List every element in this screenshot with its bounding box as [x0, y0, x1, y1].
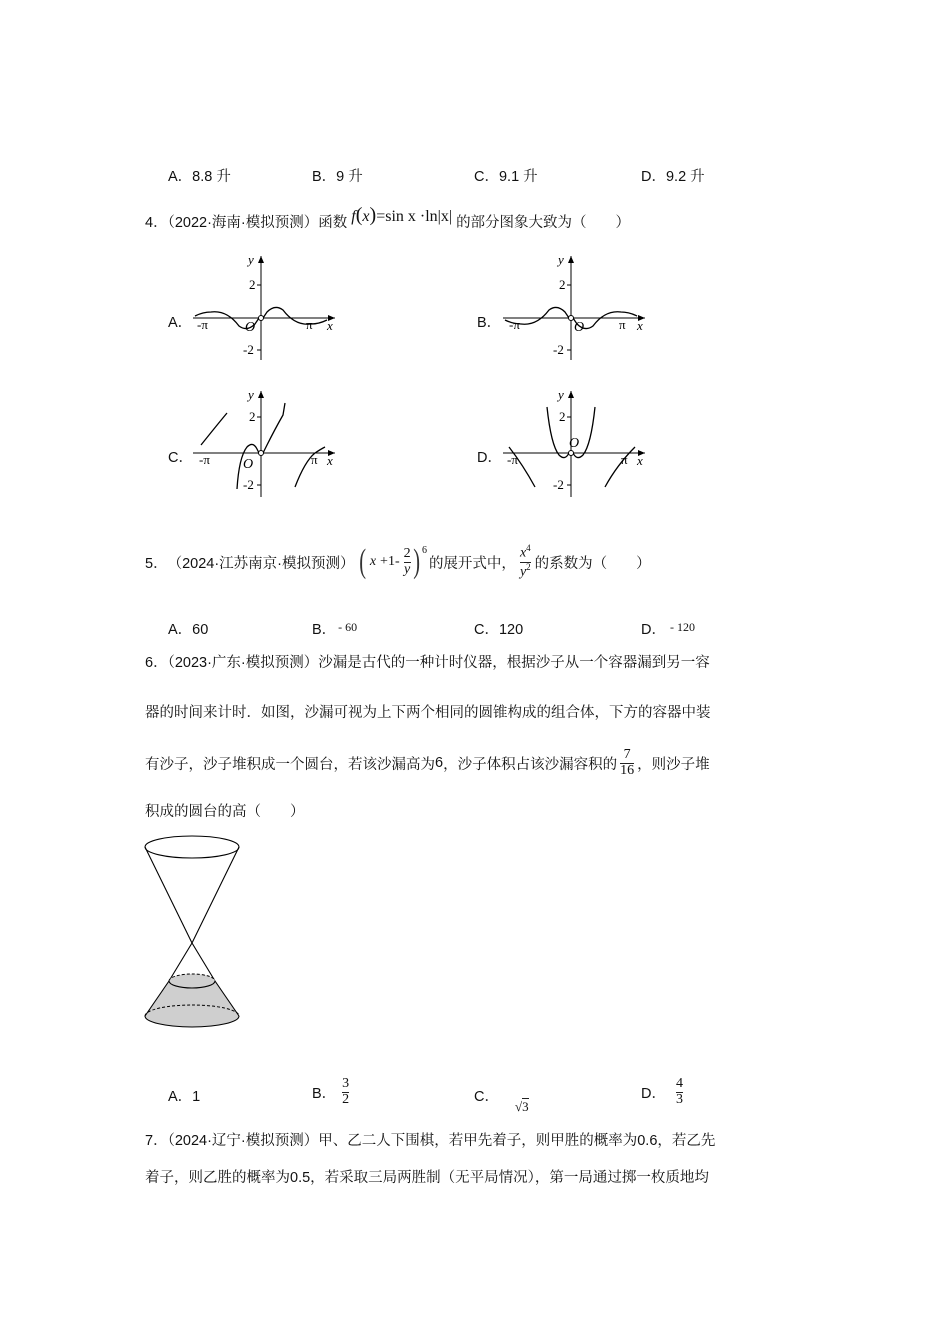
tick-two: 2	[559, 409, 566, 424]
q4-option-d-label: D．	[477, 450, 502, 466]
graph-a	[185, 250, 345, 365]
q4-option-b-label: B．	[477, 315, 502, 331]
q5-stem: 5． （2024·江苏南京·模拟预测） ( x +1- $\frac{2}{y}$ ) 6 的展开式中， $\frac{x^4}{y^2}$ 的系数为（ ）	[145, 543, 651, 580]
question-number: 7．	[145, 1133, 168, 1149]
tick-pi: π	[311, 452, 318, 467]
x-label: x	[637, 318, 643, 333]
sqrt-expression: √3	[515, 1099, 529, 1114]
q6-option-c: C． √3	[474, 1089, 529, 1114]
y-label: y	[558, 252, 564, 267]
question-source: （2024·江苏南京·模拟预测）	[167, 555, 355, 572]
y-label: y	[248, 387, 254, 402]
origin-label: O	[245, 320, 256, 335]
q5-option-b: B． $^{- 60}$	[312, 620, 358, 638]
q3-option-d: D．9.2 升	[641, 169, 705, 185]
tick-neg-pi: -π	[199, 452, 210, 467]
y-label: y	[248, 252, 254, 267]
tick-neg-pi: -π	[509, 317, 520, 332]
tick-two: 2	[559, 277, 566, 292]
q4-option-c-label: C．	[168, 450, 193, 466]
q5-option-c: C．120	[474, 622, 524, 638]
tick-neg-pi: -π	[507, 452, 518, 467]
q7-line-1: 7．（2024·辽宁·模拟预测）甲、乙二人下围棋，若甲先着子，则甲胜的概率为0.6，若乙先	[145, 1133, 716, 1149]
binomial-expression: ( x +1- $\frac{2}{y}$ ) 6	[358, 543, 427, 580]
tick-neg-two: -2	[553, 342, 564, 357]
tick-two: 2	[249, 409, 256, 424]
ratio-fraction: $\frac{7}{16}$	[620, 746, 635, 778]
x-label: x	[637, 453, 643, 468]
question-number: 6．	[145, 655, 168, 671]
question-number: 5．	[145, 555, 168, 572]
x-label: x	[327, 453, 333, 468]
graph-c	[185, 385, 345, 500]
question-source: （2022·海南·模拟预测）函数	[167, 215, 348, 231]
q6-option-b: B． $\frac{3}{2}$	[312, 1075, 350, 1107]
tick-neg-two: -2	[553, 477, 564, 492]
q6-option-d: D． $\frac{4}{3}$	[641, 1075, 683, 1107]
q5-option-a: A．60	[168, 622, 209, 638]
q6-line-4: 积成的圆台的高（ ）	[145, 804, 305, 820]
graph-b	[495, 250, 655, 365]
tick-pi: π	[621, 452, 628, 467]
tick-neg-pi: -π	[197, 317, 208, 332]
origin-label: O	[569, 436, 580, 451]
hourglass-figure	[140, 832, 250, 1037]
tick-pi: π	[306, 317, 313, 332]
q7-line-2: 着子，则乙胜的概率为0.5，若采取三局两胜制（无平局情况），第一局通过掷一枚质地均	[145, 1170, 709, 1186]
q3-option-b: B．9 升	[312, 169, 363, 185]
tick-neg-two: -2	[243, 477, 254, 492]
tick-pi: π	[619, 317, 626, 332]
q5-option-d: D． $^{- 120}$	[641, 620, 695, 638]
tick-neg-two: -2	[243, 342, 254, 357]
x-label: x	[327, 318, 333, 333]
q6-option-a: A．1	[168, 1089, 201, 1105]
graph-d	[495, 385, 655, 500]
question-number: 4．	[145, 215, 168, 231]
y-label: y	[558, 387, 564, 402]
q3-option-c: C．9.1 升	[474, 169, 538, 185]
q3-option-a: A．8.8 升	[168, 169, 231, 185]
origin-label: O	[574, 320, 585, 335]
q6-line-1: 6．（2023·广东·模拟预测）沙漏是古代的一种计时仪器，根据沙子从一个容器漏到另一容	[145, 655, 710, 671]
term-fraction: $\frac{x^4}{y^2}$	[519, 543, 531, 580]
origin-label: O	[243, 457, 254, 472]
q4-option-a-label: A．	[168, 315, 193, 331]
q6-line-2: 器的时间来计时．如图，沙漏可视为上下两个相同的圆锥构成的组合体，下方的容器中装	[145, 705, 711, 721]
q4-stem: 4．（2022·海南·模拟预测）函数 f(x)=sin x ·ln|x| 的部分图象大致为（ ）	[145, 204, 631, 231]
tick-two: 2	[249, 277, 256, 292]
q6-line-3: 有沙子，沙子堆积成一个圆台，若该沙漏高为 6 ，沙子体积占该沙漏容积的 $\frac{7}{16}$ ，则沙子堆	[145, 746, 710, 778]
function-formula: f(x)=sin x ·ln|x|	[351, 204, 453, 226]
